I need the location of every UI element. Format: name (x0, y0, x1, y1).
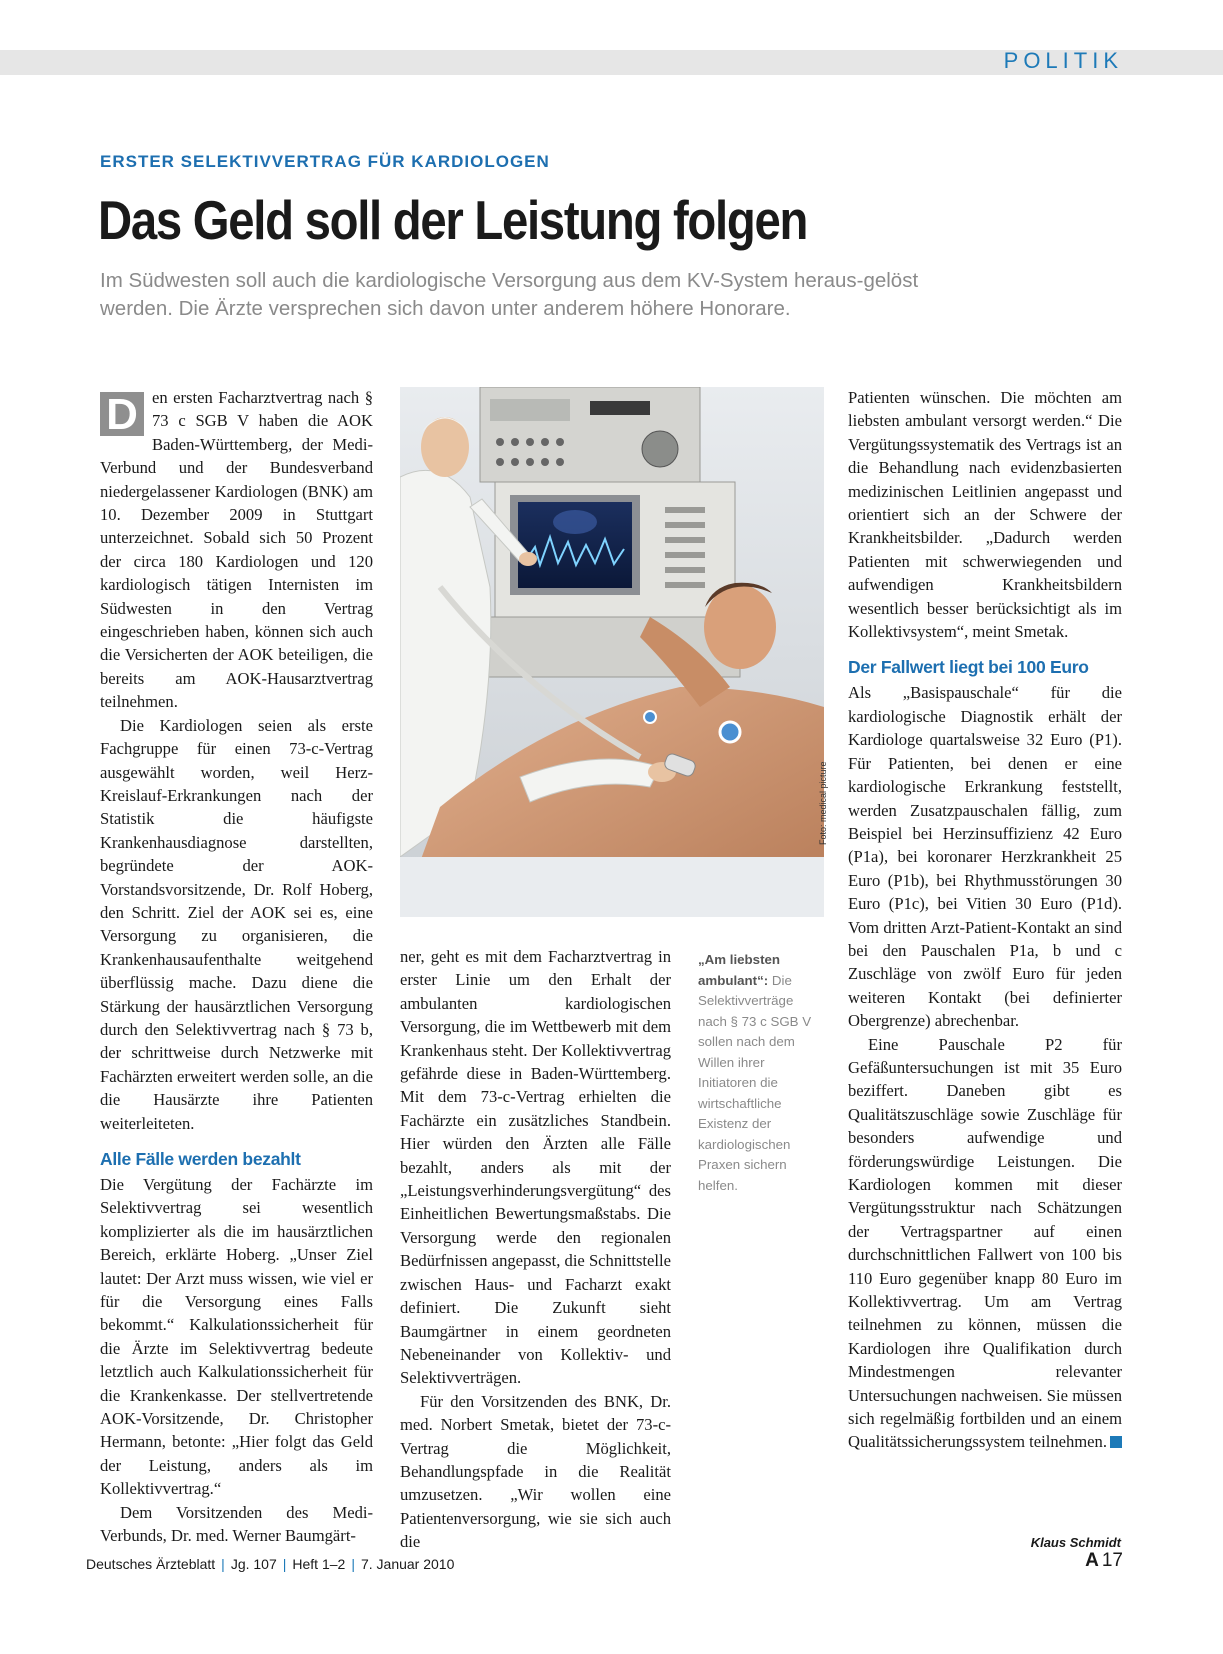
article-column-1 (100, 386, 373, 1548)
caption-lead: „Am liebsten ambulant“: (698, 952, 781, 988)
author-name: Klaus Schmidt (1030, 1535, 1121, 1550)
paragraph: Die Vergütung der Fachärzte im Selektivvertrag sei wesentlich komplizierter als die im hausärztlichen Bereich, erklärte Hoberg. „Unser Ziel lautet: Der Arzt muss wissen, wie viel er für die Versorgung eines Falls bekommt.“ Kalkulationssicherheit für die Ärzte im Selektivvertrag bedeute letztlich auch Kalkulationssicherheit für die Krankenkasse. Der stellvertretende AOK-Vorsitzende, Dr. Christopher Hermann, betonte: „Hier folgt das Geld der Leistung, anders als im Kollektivvertrag.“ (100, 1175, 373, 1499)
subheading: Alle Fälle werden bezahlt (100, 1149, 301, 1169)
journal-name: Deutsches Ärzteblatt (86, 1556, 216, 1572)
divider: | (282, 1556, 287, 1572)
paragraph-text: en ersten Facharztvertrag nach § 73 c SGB V haben die AOK Baden-Württemberg, der Medi-Verbund und der Bundesverband niedergelassener Kardiologen (BNK) am 10. Dezember 2009 in Stuttgart unterzeichnet. Sobald sich 50 Prozent der circa 180 Kardiologen und 120 kardiologisch tätigen Internisten im Südwesten in den Vertrag eingeschrieben haben, können sich auch die Versicherten der AOK beteiligen, die bereits am AOK-Hausarztvertrag teilnehmen. (100, 388, 373, 712)
paragraph: ner, geht es mit dem Facharztvertrag in erster Linie um den Erhalt der ambulanten kardiologischen Versorgung, die im Wettbewerb mit dem Krankenhaus steht. Der Kollektivvertrag gefährde diese in Baden-Württemberg. Mit dem 73-c-Vertrag erhielten die Fachärzte ein zusätzliches Standbein. Hier würden den Ärzten alle Fälle bezahlt, anders als mit der „Leistungsverhinderungsvergütung“ des Einheitlichen Bewertungsmaßstabs. Die Versorgung werde den regionalen Bedürfnissen angepasst, die Schnittstelle zwischen Haus- und Facharzt exakt definiert. Die Zukunft sieht Baumgärtner in einem geordneten Nebeneinander von Kollektiv- und Selektivverträgen. (400, 947, 671, 1388)
drop-cap: D (100, 392, 144, 436)
paragraph: Dem Vorsitzenden des Medi-Verbunds, Dr. med. Werner Baumgärt- (100, 1502, 373, 1546)
paragraph: Als „Basispauschale“ für die kardiologische Diagnostik erhält der Kardiologe quartalsweise 32 Euro (P1). Für Patienten, bei denen er eine kardiologische Erkrankung feststellt, werden Zusatzpauschalen fällig, zum Beispiel bei Herzinsuffizienz 42 Euro (P1a), bei koronarer Herzkrankheit 25 Euro (P1b), bei Rhythmusstörungen 30 Euro (P1c), bei Vitien 30 Euro (P1d). Vom dritten Arzt-Patient-Kontakt an sind bei den Pauschalen P1a, b und c Zuschläge von zwölf Euro für jeden weiteren Kontakt (bei definierter Obergrenze) abrechenbar. (848, 683, 1122, 1031)
paragraph (100, 386, 373, 714)
page-number (1085, 1550, 1123, 1572)
article-deck: Im Südwesten soll auch die kardiologische Versorgung aus dem KV-System heraus-gelöst werden. Die Ärzte versprechen sich davon unter anderem höhere Honorare. (100, 269, 919, 320)
ultrasound-exam-illustration (400, 387, 824, 917)
article-column-2 (400, 945, 671, 1554)
article-headline: Das Geld soll der Leistung folgen (98, 189, 808, 251)
page-number-value: 17 (1101, 1550, 1123, 1571)
journal-issue: Heft 1–2 (292, 1556, 346, 1572)
divider: | (221, 1556, 225, 1572)
page-prefix: A (1085, 1550, 1099, 1571)
divider: | (351, 1556, 355, 1572)
paragraph: Die Kardiologen seien als erste Fachgruppe für einen 73-c-Vertrag ausgewählt worden, weil Herz-Kreislauf-Erkrankungen nach der Statistik die häufigste Krankenhausdiagnose darstellten, begründete der AOK-Vorstandsvorsitzende, Dr. Rolf Hoberg, den Schritt. Ziel der AOK sei es, eine Versorgung zu organisieren, die Krankenhausaufenthalte weitgehend überflüssig mache. Dazu diene die Stärkung der hausärztlichen Versorgung durch den Selektivvertrag nach § 73 b, der schrittweise durch Netzwerke mit Fachärzten erweitert werden solle, an die die Hausärzte ihre Patienten weiterleiteten. (100, 715, 373, 1133)
article-kicker: ERSTER SELEKTIVVERTRAG FÜR KARDIOLOGEN (100, 152, 550, 171)
issue-date: 7. Januar 2010 (360, 1556, 455, 1572)
section-label: POLITIK (1003, 48, 1123, 73)
photo-caption (698, 950, 823, 1196)
paragraph-text: Eine Pauschale P2 für Gefäßuntersuchungen ist mit 35 Euro beziffert. Daneben gibt es Qualitätszuschläge sowie Zuschläge für besonders aufwendige und förderungswürdige Leistungen. Die Kardiologen kommen mit dieser Vergütungsstruktur nach Schätzungen der Vertragspartner auf einen durchschnittlichen Fallwert von 100 bis 110 Euro gegenüber knapp 80 Euro im Kollektivvertrag. Um am Vertrag teilnehmen zu können, müssen die Kardiologen ihre Qualifikation durch Mindestmengen relevanter Untersuchungen nachweisen. Sie müssen sich regelmäßig fortbilden und an einem Qualitätssicherungssystem teilnehmen. (848, 1034, 1122, 1452)
journal-volume: Jg. 107 (230, 1556, 277, 1572)
subheading: Der Fallwert liegt bei 100 Euro (848, 657, 1089, 678)
article-column-3 (848, 386, 1122, 1454)
paragraph (848, 1033, 1122, 1454)
end-mark-icon (1110, 1436, 1122, 1448)
photo-credit: Foto: medical picture (818, 761, 828, 845)
paragraph: Patienten wünschen. Die möchten am liebsten ambulant versorgt werden.“ Die Vergütungssystematik des Vertrags ist an die Behandlung nach evidenzbasierten medizinischen Leitlinien angepasst und orientiert sich an der Schwere der Krankheitsbilder. „Dadurch werden Patienten mit schwerwiegenden und aufwendigen Krankheitsbildern wesentlich besser berücksichtigt als im Kollektivsystem“, meint Smetak. (848, 388, 1122, 642)
paragraph: Für den Vorsitzenden des BNK, Dr. med. Norbert Smetak, bietet der 73-c-Vertrag die Möglichkeit, Behandlungspfade in die Realität umzusetzen. „Wir wollen eine Patientenversorgung, wie sie sich auch die (400, 1391, 671, 1552)
article-photo (400, 387, 824, 917)
footer (86, 1556, 454, 1572)
caption-text: Die Selektivverträge nach § 73 c SGB V sollen nach dem Willen ihrer Initiatoren die wirtschaftliche Existenz der kardiologischen Praxen sichern helfen. (698, 972, 812, 1193)
